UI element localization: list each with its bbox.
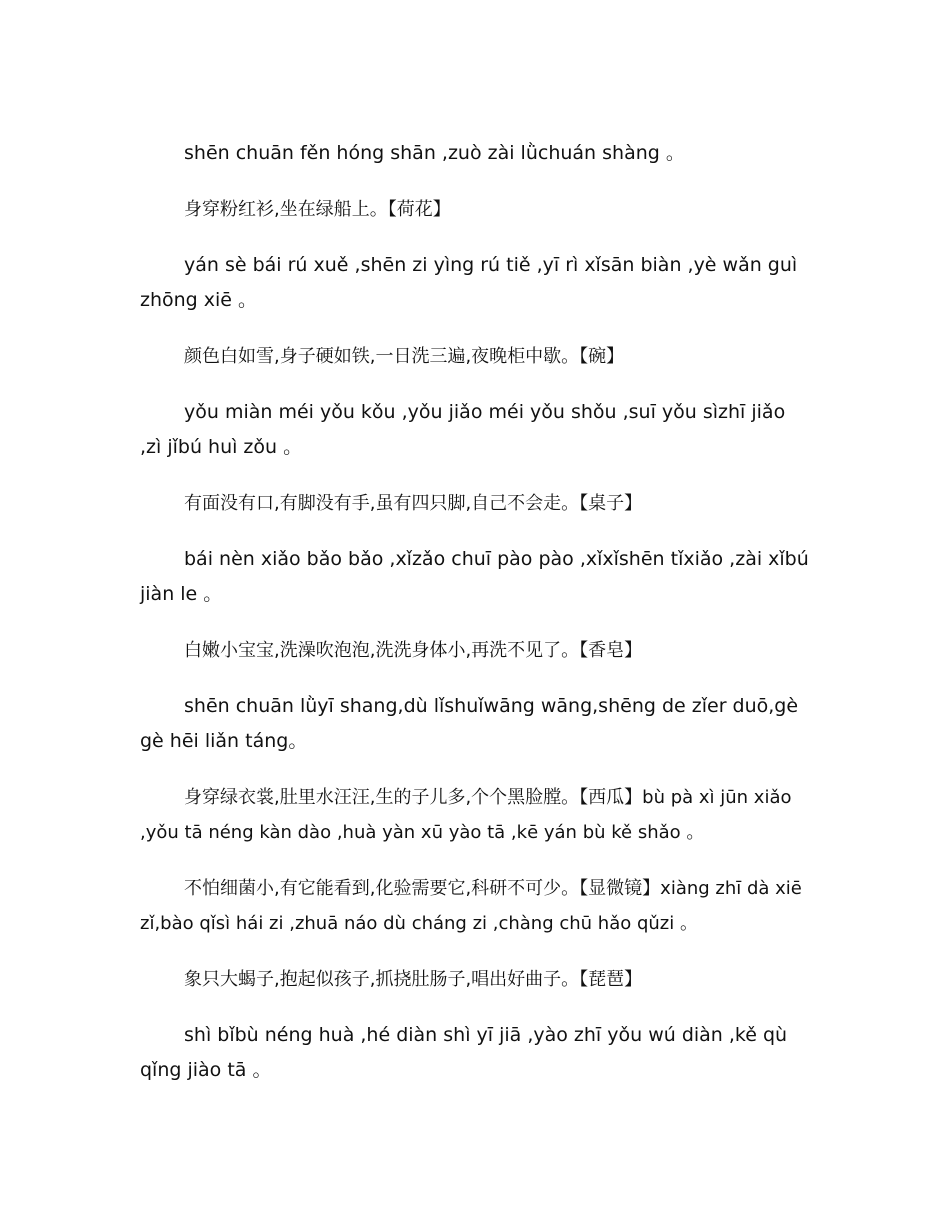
riddle-paragraph: 身穿绿衣裳,肚里水汪汪,生的子儿多,个个黑脸膛。【西瓜】bù pà xì jūn xiǎo ,yǒu tā néng kàn dào ,huà yàn xū yào tā ,kē yán bù kě shǎo 。 bbox=[140, 787, 792, 843]
pinyin-paragraph: bái nèn xiǎo bǎo bǎo ,xǐzǎo chuī pào pào ,xǐxǐshēn tǐxiǎo ,zài xǐbú jiàn le 。 bbox=[140, 548, 809, 605]
pinyin-paragraph: shēn chuān fěn hóng shān ,zuò zài lǜchuán shàng 。 bbox=[184, 142, 685, 164]
riddle-paragraph: 身穿粉红衫,坐在绿船上。【荷花】 bbox=[184, 199, 451, 220]
riddle-paragraph: 不怕细菌小,有它能看到,化验需要它,科研不可少。【显微镜】xiàng zhī dà xiē zǐ,bào qǐsì hái zi ,zhuā náo dù cháng zi ,chàng chū hǎo qǔzi 。 bbox=[140, 878, 802, 934]
document-page bbox=[140, 136, 812, 1109]
pinyin-paragraph: yán sè bái rú xuě ,shēn zi yìng rú tiě ,yī rì xǐsān biàn ,yè wǎn guì zhōng xiē 。 bbox=[140, 254, 798, 311]
riddle-paragraph: 颜色白如雪,身子硬如铁,一日洗三遍,夜晚柜中歇。【碗】 bbox=[184, 346, 625, 367]
pinyin-paragraph: shì bǐbù néng huà ,hé diàn shì yī jiā ,yào zhī yǒu wú diàn ,kě qù qǐng jiào tā 。 bbox=[140, 1024, 788, 1081]
riddle-paragraph: 白嫩小宝宝,洗澡吹泡泡,洗洗身体小,再洗不见了。【香皂】 bbox=[184, 640, 643, 661]
pinyin-paragraph: yǒu miàn méi yǒu kǒu ,yǒu jiǎo méi yǒu shǒu ,suī yǒu sìzhī jiǎo ,zì jǐbú huì zǒu 。 bbox=[140, 401, 786, 458]
pinyin-paragraph: shēn chuān lǜyī shang,dù lǐshuǐwāng wāng,shēng de zǐer duō,gè gè hēi liǎn táng。 bbox=[140, 695, 799, 752]
riddle-paragraph: 象只大蝎子,抱起似孩子,抓挠肚肠子,唱出好曲子。【琵琶】 bbox=[184, 969, 643, 990]
riddle-paragraph: 有面没有口,有脚没有手,虽有四只脚,自己不会走。【桌子】 bbox=[184, 493, 643, 514]
